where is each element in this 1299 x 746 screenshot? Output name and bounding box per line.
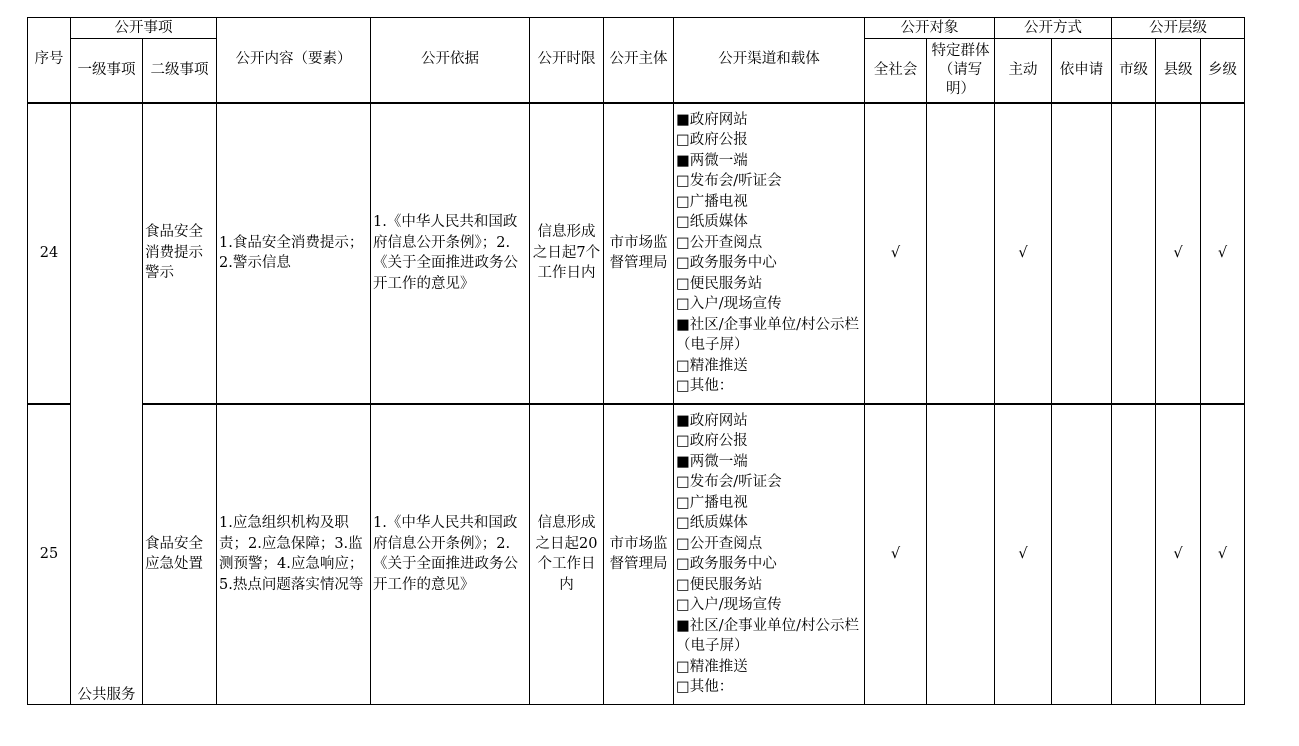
row-audience-specific <box>927 404 995 705</box>
row-channels <box>674 404 865 705</box>
row-time-limit: 信息形成之日起20个工作日内 <box>530 404 604 705</box>
table-row <box>28 404 1245 705</box>
header-time-limit: 公开时限 <box>530 18 604 103</box>
channel-item: □精准推送 <box>676 357 748 374</box>
header-channels: 公开渠道和载体 <box>674 18 865 103</box>
channel-item: □精准推送 <box>676 658 748 675</box>
header-audience-all: 全社会 <box>865 39 927 103</box>
item-l1-label: 公共服务 <box>77 687 136 703</box>
channel-item: □政务服务中心 <box>676 556 777 572</box>
row-subject: 市市场监督管理局 <box>604 404 674 705</box>
channel-item: □其他： <box>676 679 734 695</box>
header-seq: 序号 <box>28 18 71 103</box>
channel-item: □政府公报 <box>676 433 748 449</box>
row-seq: 24 <box>28 103 71 404</box>
channel-item: □公开查阅点 <box>676 535 763 552</box>
row-audience-all: √ <box>865 404 927 705</box>
row-method-request <box>1052 404 1112 705</box>
row-level-city <box>1112 404 1156 705</box>
row-method-active: √ <box>995 404 1052 705</box>
row-level-town: √ <box>1201 404 1245 705</box>
channel-item: □政务服务中心 <box>676 255 777 271</box>
header-level-group: 公开层级 <box>1112 18 1245 39</box>
header-subject: 公开主体 <box>604 18 674 103</box>
channel-item: □发布会/听证会 <box>676 173 782 189</box>
header-level-county: 县级 <box>1156 39 1201 103</box>
channel-item: □广播电视 <box>676 193 748 210</box>
header-audience-specific: 特定群体（请写明） <box>927 39 995 103</box>
row-content: 1.应急组织机构及职责；2.应急保障；3.监测预警；4.应急响应；5.热点问题落实情况等 <box>217 404 371 705</box>
channel-item: ■两微一端 <box>676 152 748 169</box>
row-content: 1.食品安全消费提示；2.警示信息 <box>217 103 371 404</box>
header-level-town: 乡级 <box>1201 39 1245 103</box>
channel-item: □其他： <box>676 378 734 394</box>
header-content: 公开内容（要素） <box>217 18 371 103</box>
channel-item: ■社区/企事业单位/村公示栏（电子屏） <box>676 316 859 353</box>
disclosure-table <box>27 17 1245 705</box>
channel-item: □纸质媒体 <box>676 515 748 531</box>
channel-item: □公开查阅点 <box>676 234 763 251</box>
header-item-group: 公开事项 <box>71 18 217 39</box>
row-method-request <box>1052 103 1112 404</box>
header-method-request: 依申请 <box>1052 39 1112 103</box>
row-level-town: √ <box>1201 103 1245 404</box>
row-audience-all: √ <box>865 103 927 404</box>
channel-item: □便民服务站 <box>676 275 763 292</box>
header-method-active: 主动 <box>995 39 1052 103</box>
header-item-l2: 二级事项 <box>143 39 217 103</box>
channel-item: ■社区/企事业单位/村公示栏（电子屏） <box>676 617 859 654</box>
header-basis: 公开依据 <box>371 18 530 103</box>
row-item-l2: 食品安全应急处置 <box>143 404 217 705</box>
row-subject: 市市场监督管理局 <box>604 103 674 404</box>
channel-item: ■政府网站 <box>676 412 748 429</box>
channel-item: ■两微一端 <box>676 453 748 470</box>
row-channels <box>674 103 865 404</box>
row-time-limit: 信息形成之日起7个工作日内 <box>530 103 604 404</box>
row-level-county: √ <box>1156 404 1201 705</box>
row-audience-specific <box>927 103 995 404</box>
row-basis: 1.《中华人民共和国政府信息公开条例》；2.《关于全面推进政务公开工作的意见》 <box>371 404 530 705</box>
header-level-city: 市级 <box>1112 39 1156 103</box>
header-item-l1: 一级事项 <box>71 39 143 103</box>
channel-item: ■政府网站 <box>676 111 748 128</box>
channel-item: □入户/现场宣传 <box>676 296 782 312</box>
row-seq: 25 <box>28 404 71 705</box>
channel-item: □广播电视 <box>676 494 748 511</box>
row-level-city <box>1112 103 1156 404</box>
channel-item: □纸质媒体 <box>676 214 748 230</box>
row-item-l2: 食品安全消费提示警示 <box>143 103 217 404</box>
header-audience-group: 公开对象 <box>865 18 995 39</box>
table-row <box>28 103 1245 404</box>
row-basis: 1.《中华人民共和国政府信息公开条例》；2.《关于全面推进政务公开工作的意见》 <box>371 103 530 404</box>
channel-item: □便民服务站 <box>676 576 763 593</box>
channel-item: □发布会/听证会 <box>676 474 782 490</box>
row-level-county: √ <box>1156 103 1201 404</box>
row-method-active: √ <box>995 103 1052 404</box>
header-method-group: 公开方式 <box>995 18 1112 39</box>
row-item-l1 <box>71 103 143 705</box>
channel-item: □入户/现场宣传 <box>676 597 782 613</box>
channel-item: □政府公报 <box>676 132 748 148</box>
